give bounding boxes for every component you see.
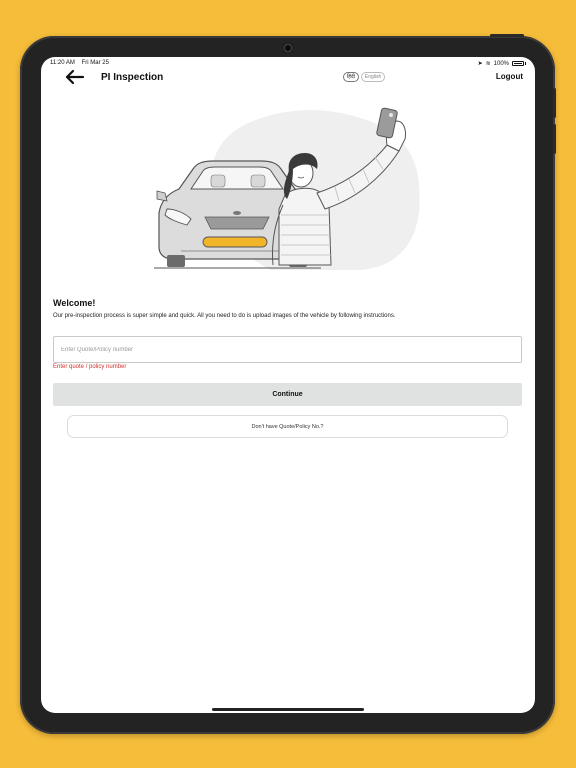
- volume-button: [553, 88, 556, 118]
- battery-icon: [512, 61, 524, 66]
- wifi-icon: ≋: [485, 61, 491, 67]
- location-icon: ➤: [477, 61, 483, 67]
- back-button[interactable]: [63, 69, 85, 85]
- language-english[interactable]: English: [361, 72, 385, 82]
- home-indicator[interactable]: [212, 708, 364, 711]
- car-selfie-illustration: [151, 105, 431, 275]
- car-number-plate: [203, 237, 267, 247]
- power-button: [490, 34, 524, 37]
- no-quote-policy-button[interactable]: Don't have Quote/Policy No.?: [67, 415, 508, 438]
- continue-button[interactable]: Continue: [53, 383, 522, 406]
- nav-bar: [41, 69, 535, 91]
- car-windshield: [191, 167, 283, 189]
- app-screen: [41, 57, 535, 713]
- quote-error-message: Enter quote / policy number: [53, 364, 127, 370]
- status-indicators: [478, 60, 526, 67]
- status-time: 11:20 AM: [50, 60, 75, 66]
- volume-button-2: [553, 124, 556, 154]
- battery-percent: 100%: [493, 60, 509, 67]
- back-arrow-icon: [63, 69, 85, 85]
- welcome-heading: Welcome!: [53, 298, 96, 308]
- page-title: PI Inspection: [101, 72, 164, 83]
- quote-policy-input[interactable]: [53, 336, 522, 363]
- status-bar: [41, 57, 535, 69]
- language-hindi[interactable]: हिंदी: [343, 72, 359, 82]
- status-time-date: [50, 60, 109, 66]
- welcome-description: Our pre-inspection process is super simple and quick. All you need to do is upload images of the vehicle by following instructions.: [53, 313, 396, 319]
- language-switcher: [343, 72, 385, 82]
- car-grille: [205, 217, 269, 229]
- logout-button[interactable]: Logout: [495, 72, 523, 81]
- front-camera: [285, 45, 291, 51]
- status-date: Fri Mar 25: [81, 60, 109, 66]
